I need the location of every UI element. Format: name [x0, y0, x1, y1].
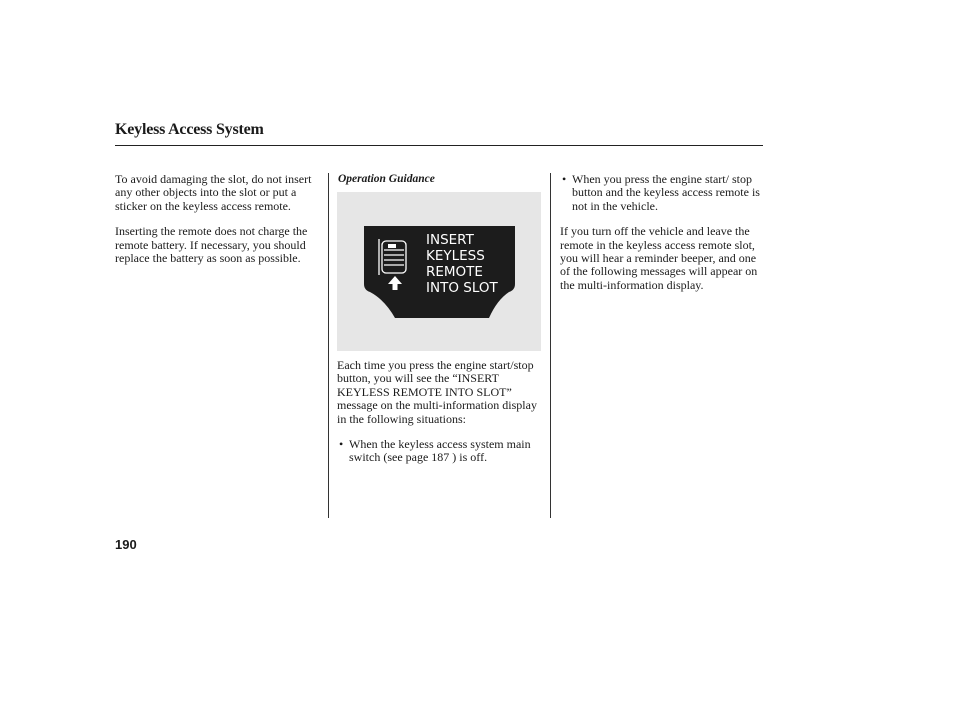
section-heading: Operation Guidance	[338, 173, 435, 185]
paragraph-guidance: Each time you press the engine start/stop button, you will see the “INSERT KEYLESS REMOTE INTO SLOT” message on the multi-information display in the following situations:	[337, 358, 537, 426]
column-divider-left	[328, 173, 329, 518]
paragraph-reminder: If you turn off the vehicle and leave the remote in the keyless access remote slot, you will hear a reminder beeper, and one of the following messages will appear on the multi-information display.	[560, 224, 758, 292]
paragraph-battery-note: Inserting the remote does not charge the remote battery. If necessary, you should replace the battery as soon as possible.	[115, 224, 308, 266]
paragraph-slot-warning: To avoid damaging the slot, do not insert any other objects into the slot or put a sticker on the keyless access remote.	[115, 172, 312, 213]
bullet-text: When you press the engine start/ stop button and the keyless access remote is not in the vehicle.	[572, 172, 760, 213]
bullet-icon: •	[339, 437, 344, 452]
display-line-1: INSERT	[426, 232, 474, 248]
bullet-icon: •	[562, 172, 567, 186]
display-line-3: REMOTE	[426, 264, 483, 280]
display-illustration	[337, 192, 541, 351]
multi-information-display	[337, 192, 541, 351]
page-number: 190	[115, 537, 137, 552]
display-line-4: INTO SLOT	[426, 280, 498, 296]
list-item	[337, 438, 542, 465]
left-column	[115, 173, 322, 277]
bullet-text: When the keyless access system main switch (see page 187 ) is off.	[349, 437, 531, 465]
right-column	[560, 173, 765, 304]
column-divider-right	[550, 173, 551, 518]
display-line-2: KEYLESS	[426, 248, 485, 264]
list-item	[560, 173, 765, 213]
middle-column-text	[337, 359, 542, 465]
title-rule	[115, 145, 763, 146]
page-title: Keyless Access System	[115, 121, 264, 138]
